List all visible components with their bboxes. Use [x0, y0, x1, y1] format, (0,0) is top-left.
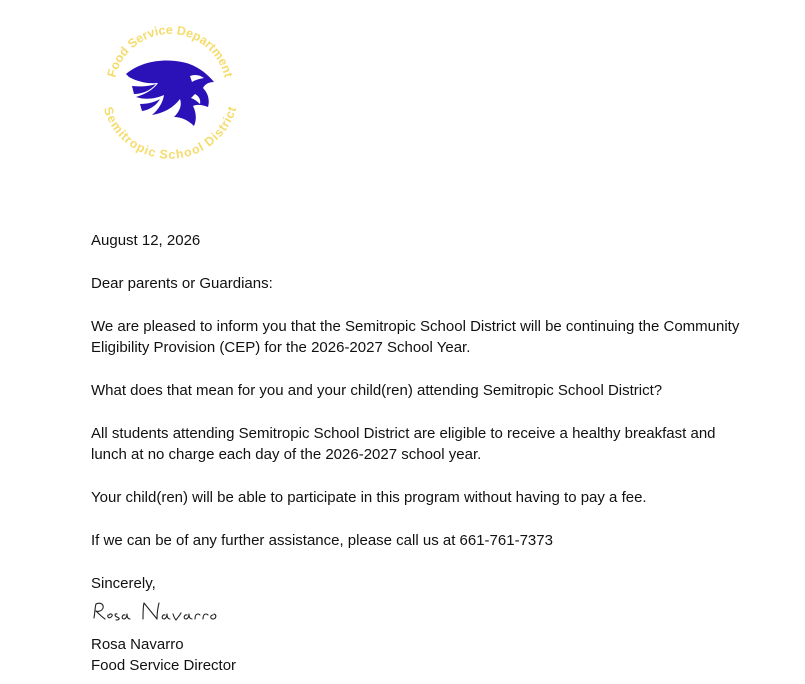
letter-date: August 12, 2026: [91, 232, 201, 249]
wildcat-head-icon: [126, 61, 214, 127]
letter-paragraph: What does that mean for you and your child(ren) attending Semitropic School District?: [91, 382, 663, 399]
logo-seal: [96, 16, 244, 164]
signature-image: [91, 598, 231, 626]
letter-salutation: Dear parents or Guardians:: [91, 275, 273, 292]
district-logo: [96, 16, 244, 164]
logo-top-text: Food Service Department: [104, 22, 236, 79]
letter-body: [91, 230, 751, 676]
letter-paragraph: We are pleased to inform you that the Semitropic School District will be continuing the Community Eligibility Provision (CEP) for the 2026-2027 School Year.: [91, 318, 740, 356]
letter-paragraph: All students attending Semitropic School District are eligible to receive a healthy breakfast and lunch at no charge each day of the 2026-2027 school year.: [91, 425, 716, 463]
logo-bottom-text: Semitropic School District: [100, 104, 240, 162]
letter-paragraph: If we can be of any further assistance, please call us at 661-761-7373: [91, 532, 553, 549]
signer-title: Food Service Director: [91, 657, 237, 674]
handwritten-signature: [91, 598, 751, 626]
letter-closing: Sincerely,: [91, 575, 156, 592]
letter-paragraph: Your child(ren) will be able to participate in this program without having to pay a fee.: [91, 489, 647, 506]
signer-name: Rosa Navarro: [91, 636, 184, 653]
